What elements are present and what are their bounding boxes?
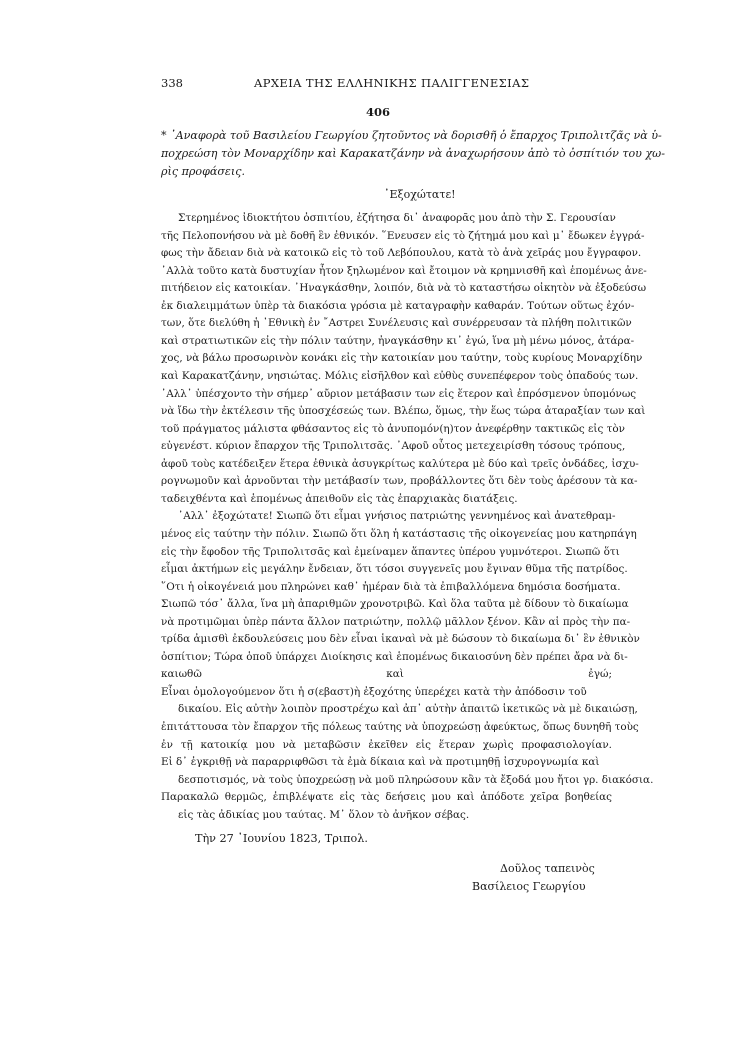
body-line: ταδειχθέντα καὶ ἑπομένως ἀπειθοῦν εἰς τὰς ἐπαρχιακὰς διατάξεις.	[161, 492, 518, 505]
document-number: 406	[366, 105, 391, 119]
body-line: εἶμαι ἀκτήμων εἰς μεγάλην ἔνδειαν, ὅτι τόσοι συγγενεῖς μου ἔγιναν θῦμα τῆς πατρίδος.	[161, 563, 628, 575]
body-line: των, ὅτε διελύθη ἡ ᾿Εθνικὴ ἐν ῎Αστρει Συνέλευσις καὶ συνέρρευσαν τὰ πλήθη πολιτικῶν	[161, 317, 632, 330]
body-line: καιωθῶ καὶ ἐγώ;	[161, 668, 612, 681]
page-number: 338	[161, 76, 183, 90]
body-line: εὐγενέστ. κύριον ἔπαρχον τῆς Τριπολιτσᾶς. ᾿Αφοῦ οὗτος μετεχειρίσθη τόσους τρόπους,	[161, 440, 626, 453]
body-line: Εἶναι ὁμολογούμενον ὅτι ἡ σ(εβαστ)ὴ ἐξοχότης ὑπερέχει κατὰ τὴν ἀπόδοσιν τοῦ	[161, 685, 587, 698]
body-line: καὶ στρατιωτικῶν εἰς τὴν πόλιν ταύτην, ἠναγκάσθην κι᾿ ἐγώ, ἵνα μὴ μένω μόνος, ἀτάρα-	[161, 334, 635, 347]
body-line: ᾿Αλλ᾿ ὑπέσχοντο τὴν σήμερ᾿ αὔριον μετάβασιν των εἰς ἕτερον καὶ ἐπρόσμενον ὑπομόνως	[161, 387, 637, 400]
body-line: χος, νὰ βάλω προσωρινὸν κονάκι εἰς τὴν κατοικίαν μου ταύτην, τοὺς κυρίους Μοναρχίδην	[161, 352, 643, 365]
salutation: ᾿Εξοχώτατε!	[384, 188, 456, 201]
body-line: Σιωπῶ τόσ᾿ ἄλλα, ἵνα μὴ ἀπαριθμῶν χρονοτριβῶ. Καὶ ὅλα ταῦτα μὲ δίδουν τὸ δικαίωμα	[161, 598, 629, 611]
body-line: φως τὴν ἄδειαν διὰ νὰ κατοικῶ εἰς τὸ τοῦ Λεβόπουλου, κατὰ τὸ ἀνὰ χεῖράς μου ἔγγραφον.	[161, 247, 642, 260]
summary-line: ποχρεώση τὸν Μοναρχίδην καὶ Καρακατζάνην νὰ ἀναχωρήσουν ἀπὸ τὸ ὀσπίτιόν του χω-	[161, 147, 665, 160]
body-line: ᾿Αλλὰ τοῦτο κατὰ δυστυχίαν ἦτον ξηλωμένον καὶ ἔτοιμον νὰ κρημνισθῆ καὶ ἑπομένως ἀνε-	[161, 264, 647, 277]
body-line: νὰ προτιμῶμαι ὑπὲρ πάντα ἄλλον πατριώτην, πολλῷ μᾶλλον ξένον. Κἂν αἱ πρὸς τὴν πα-	[161, 615, 631, 628]
body-line: ᾿Αλλ᾿ ἐξοχώτατε! Σιωπῶ ὅτι εἶμαι γνήσιος πατριώτης γεννημένος καὶ ἀνατεθραμ-	[178, 510, 616, 523]
body-line: δικαίου. Εἰς αὐτὴν λοιπὸν προστρέχω καὶ ἀπ᾿ αὐτὴν ἀπαιτῶ ἱκετικῶς νὰ μὲ δικαιώσῃ,	[178, 703, 638, 716]
body-line: ἀφοῦ τοὺς κατέδειξεν ἕτερα ἐθνικὰ ἀσυγκρίτως καλύτερα μὲ δύο καὶ τρεῖς ὀνδάδες, ἰσχυ-	[161, 457, 639, 470]
body-line: καὶ Καρακατζάνην, νησιώτας. Μόλις εἰσῆλθον καὶ εὐθὺς συνεπέφερον τοὺς ὀπαδούς των.	[161, 370, 639, 382]
body-line: τοῦ πράγματος μάλιστα φθάσαντος εἰς τὸ ἀνυπομόν(η)τον ἀνεφέρθην τακτικῶς εἰς τὸν	[161, 422, 625, 435]
running-title: ΑΡΧΕΙΑ ΤΗΣ ΕΛΛΗΝΙΚΗΣ ΠΑΛΙΓΓΕΝΕΣΙΑΣ	[254, 76, 530, 90]
body-line: ἐκ διαλειμμάτων ὑπὲρ τὰ διακόσια γρόσια μὲ καταγραφὴν καθαράν. Τούτων οὕτως ἐχόν-	[161, 299, 635, 312]
body-line: τῆς Πελοπονήσου νὰ μὲ δοθῆ ἓν ἐθνικόν. ῞Ενευσεν εἰς τὸ ζήτημά μου καὶ μ᾿ ἔδωκεν ἐγγρά-	[161, 229, 645, 242]
summary-line: * ᾿Αναφορὰ τοῦ Βασιλείου Γεωργίου ζητοῦντος νὰ δορισθῆ ὁ ἔπαρχος Τριπολιτζᾶς νὰ ὑ-	[161, 129, 662, 142]
body-line: πιτήδειον εἰς κατοικίαν. ᾿Ηναγκάσθην, λοιπόν, διὰ νὰ τὸ καταστήσω οἰκητὸν νὰ ἐξοδεύσω	[161, 282, 647, 295]
body-line: ρογνωμοῦν καὶ ἀρνοῦνται τὴν μετάβασίν των, προβάλλοντες ὅτι δὲν τοὺς ἀρέσουν τὰ κα-	[161, 475, 638, 488]
body-line: δεσποτισμός, νὰ τοὺς ὑποχρεώσῃ νὰ μοῦ πληρώσουν κἂν τὰ ἔξοδά μου ἤτοι γρ. διακόσια.	[178, 773, 654, 786]
body-line: εἰς τὰς ἀδικίας μου ταύτας. Μ᾿ ὅλον τὸ ἀνῆκον σέβας.	[178, 808, 470, 821]
body-line: Στερημένος ἰδιοκτήτου ὀσπιτίου, ἐζήτησα δι᾿ ἀναφορᾶς μου ἀπὸ τὴν Σ. Γερουσίαν	[178, 212, 616, 224]
body-line: τρίδα ἀμισθὶ ἐκδουλεύσεις μου δὲν εἶναι ἱκαναὶ νὰ μὲ δώσουν τὸ δικαίωμα δι᾿ ἓν ἐθνικὸν	[161, 633, 640, 646]
body-line: Παρακαλῶ θερμῶς, ἐπιβλέψατε εἰς τὰς δεήσεις μου καὶ ἀπόδοτε χεῖρα βοηθείας	[161, 791, 612, 804]
body-line: ἐπιτάττουσα τὸν ἔπαρχον τῆς πόλεως ταύτης νὰ ὑποχρεώσῃ ἀφεύκτως, ὅπως δυνηθῆ τοὺς	[161, 721, 639, 733]
signature-name: Βασίλειος Γεωργίου	[472, 880, 586, 894]
body-line: Εἰ δ᾿ ἐγκριθῇ νὰ παραρριφθῶσι τὰ ἐμὰ δίκαια καὶ νὰ προτιμηθῇ ἰσχυρογνωμία καὶ	[161, 756, 600, 769]
body-line: μένος εἰς ταύτην τὴν πόλιν. Σιωπῶ ὅτι ὅλη ἡ κατάστασις τῆς οἰκογενείας μου κατηρπάγη	[161, 527, 637, 540]
body-line: νὰ ἴδω τὴν ἐκτέλεσιν τῆς ὑποσχέσεώς των. Βλέπω, ὅμως, τὴν ἕως τώρα ἀταραξίαν των καὶ	[161, 405, 646, 418]
body-line: ῞Οτι ἡ οἰκογένειά μου πληρώνει καθ᾿ ἡμέραν διὰ τὰ ἐπιβαλλόμενα δημόσια δοσήματα.	[161, 580, 621, 593]
body-line: ὀσπίτιον; Τώρα ὁποῦ ὑπάρχει Διοίκησις καὶ ἑπομένως δικαιοσύνη δὲν πρέπει ἄρα νὰ δι-	[161, 650, 628, 663]
date-line: Τὴν 27 ᾿Ιουνίου 1823, Τριπολ.	[195, 832, 368, 846]
body-line: ἐν τῇ κατοικίᾳ μου νὰ μεταβῶσιν ἐκεῖθεν εἰς ἕτεραν χωρὶς προφασιολογίαν.	[161, 738, 612, 751]
summary-line: ρὶς προφάσεις.	[161, 165, 245, 178]
body-line: εἰς τὴν ἔφοδον τῆς Τριπολιτσᾶς καὶ ἐμείναμεν ἅπαντες ὑπέρου γυμνότεροι. Σιωπῶ ὅτι	[161, 545, 620, 558]
signature-closing: Δοῦλος ταπεινὸς	[500, 862, 595, 876]
